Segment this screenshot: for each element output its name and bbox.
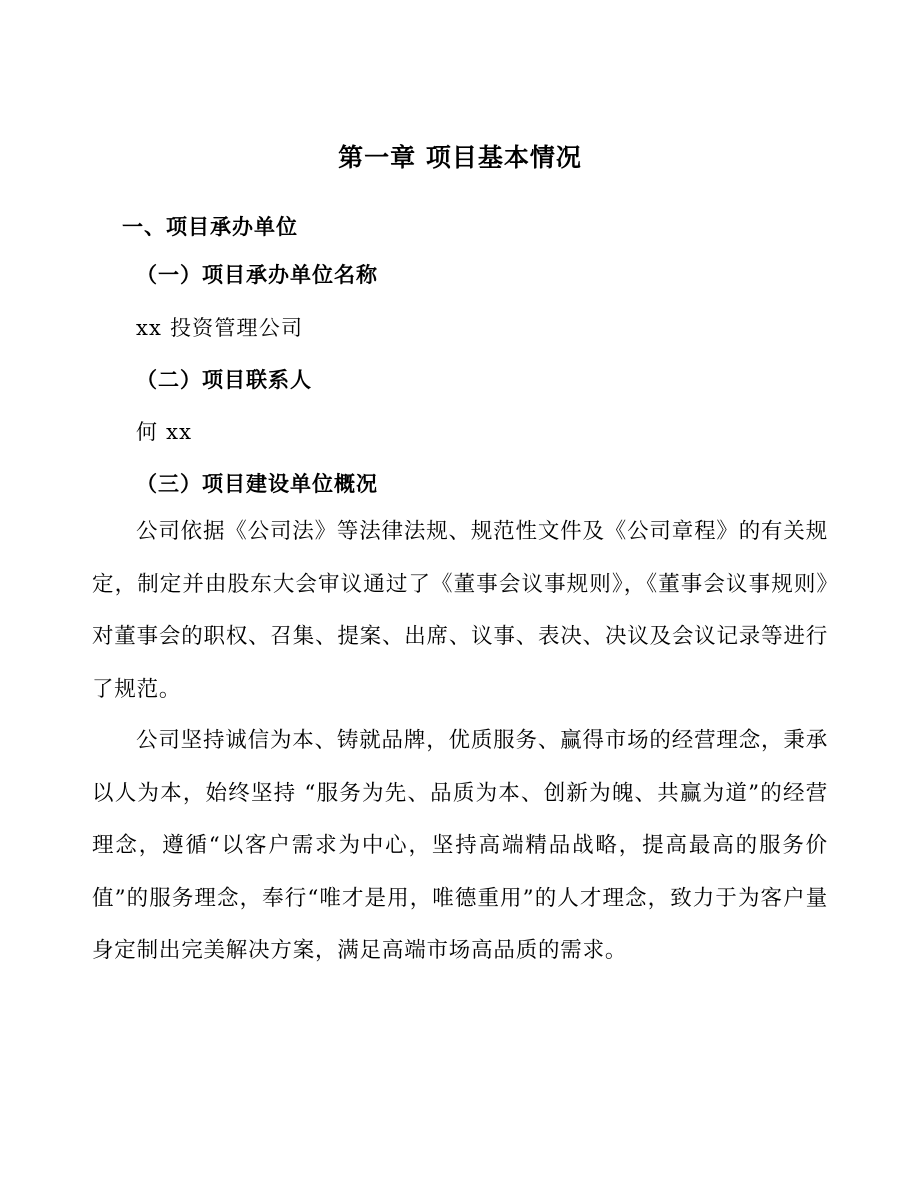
subheading-contact-person: （二）项目联系人: [136, 368, 312, 392]
subheading-construction-unit-overview: （三）项目建设单位概况: [136, 472, 378, 496]
contact-person-value: 何 xx: [136, 420, 193, 444]
section-heading-project-organizer: 一、项目承办单位: [122, 215, 298, 239]
subheading-organizer-name: （一）项目承办单位名称: [136, 263, 378, 287]
paragraph-business-philosophy: 公司坚持诚信为本、铸就品牌，优质服务、赢得市场的经营理念，秉承以人为本，始终坚持 “服务为先、品质为本、创新为魄、共赢为道”的经营理念，遵循“以客户需求为中心，坚持高端精品战略，提高最高的服务价值”的服务理念，奉行“唯才是用，唯德重用”的人才理念，致力于为客户量身定制出完美解决方案，满足高端市场高品质的需求。: [92, 728, 828, 963]
chapter-title: 第一章 项目基本情况: [338, 143, 582, 172]
organizer-name-value: xx 投资管理公司: [136, 316, 304, 340]
paragraph-governance-rules: 公司依据《公司法》等法律法规、规范性文件及《公司章程》的有关规定，制定并由股东大会审议通过了《董事会议事规则》，《董事会议事规则》对董事会的职权、召集、提案、出席、议事、表决、决议及会议记录等进行了规范。: [92, 519, 828, 702]
